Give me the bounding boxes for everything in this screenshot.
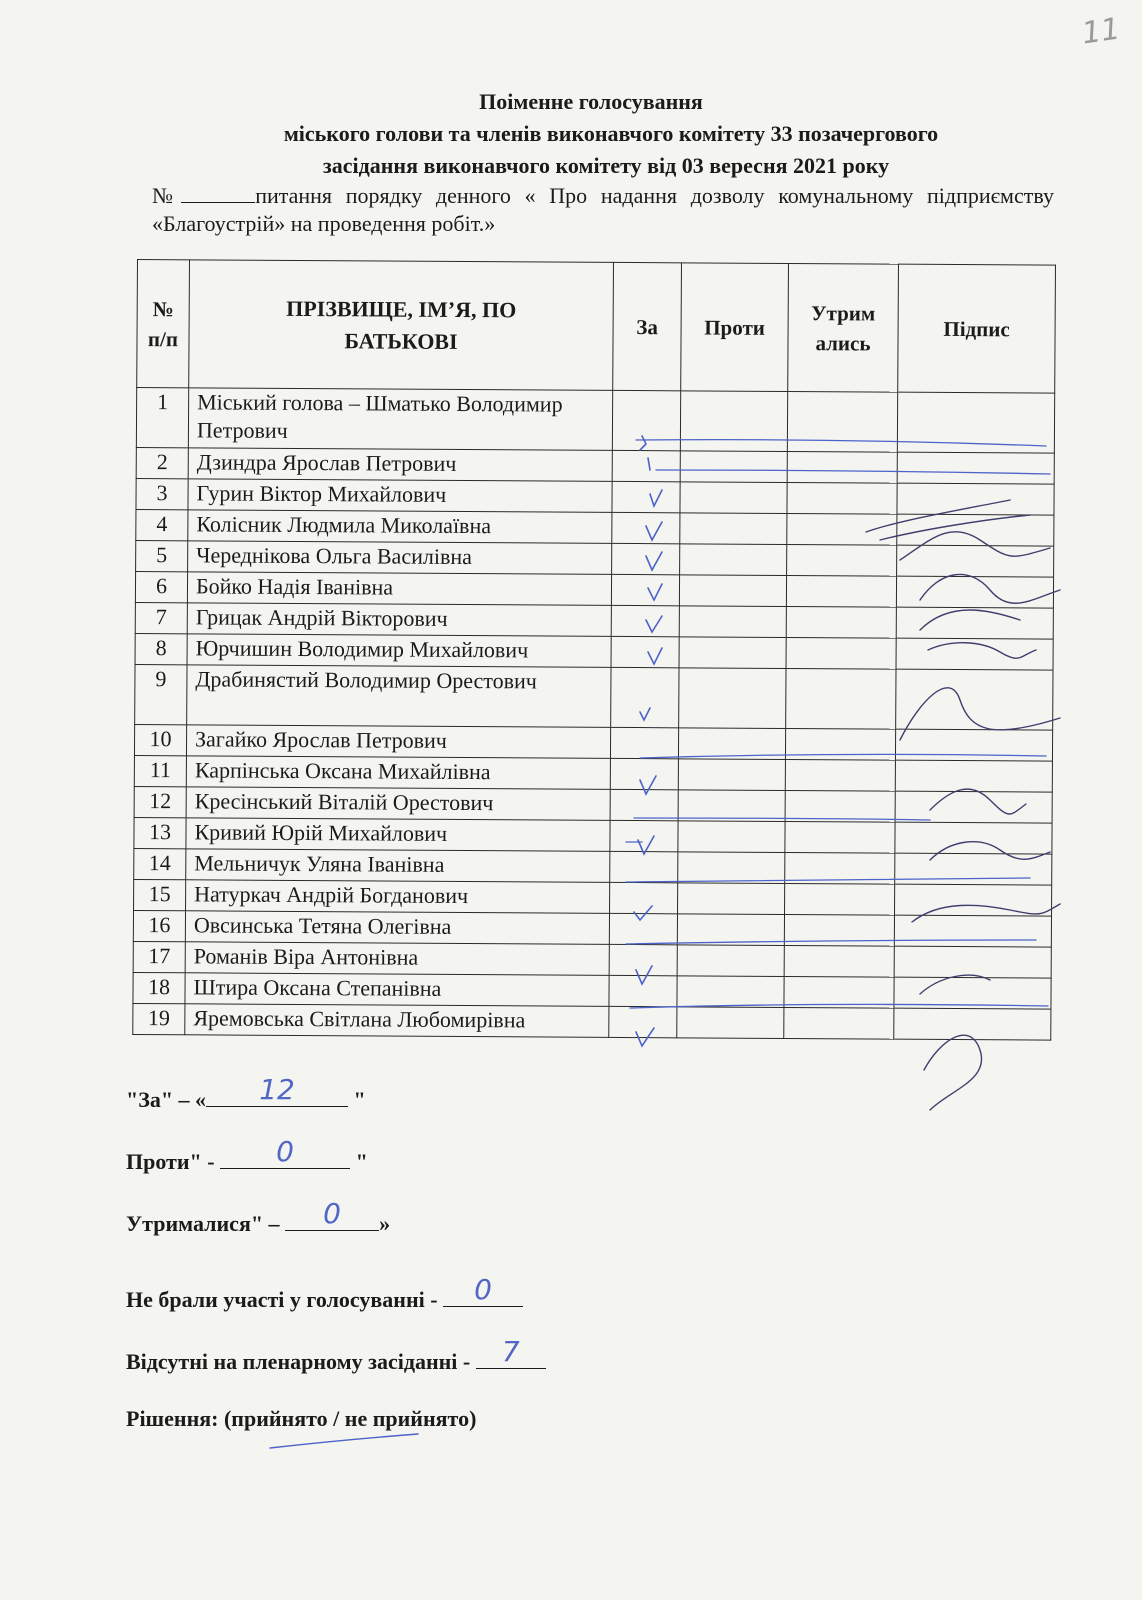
table-row (133, 1003, 1051, 1040)
member-name: Колісник Людмила Миколаївна (188, 510, 612, 544)
for-cell (612, 481, 680, 512)
question-number-sign: № (152, 183, 182, 208)
against-cell (677, 945, 784, 977)
member-name: Кривий Юрій Михайлович (186, 818, 610, 852)
against-cell (678, 728, 785, 760)
abstain-cell (787, 482, 897, 514)
row-number: 16 (133, 910, 185, 941)
signature-cell (895, 822, 1052, 854)
against-cell (678, 759, 785, 791)
against-cell (677, 976, 784, 1008)
for-cell (612, 390, 680, 450)
row-number: 9 (135, 664, 187, 724)
header-for: За (613, 262, 682, 390)
summary-not-voted-value: 0 (474, 1273, 492, 1306)
row-number: 6 (135, 571, 187, 602)
for-cell (609, 944, 677, 975)
header-number: № п/п (137, 260, 190, 388)
member-name: Штира Оксана Степанівна (185, 973, 609, 1007)
heading-line-2: міського голови та членів виконавчого комітету 33 позачергового (283, 121, 939, 146)
header-name: ПРІЗВИЩЕ, ІМ’Я, ПО БАТЬКОВІ (189, 260, 614, 391)
question-text: питання порядку денного « Про надання дозволу комунальному підприємству «Благоустрій» на проведення робіт.» (152, 183, 1054, 236)
for-cell (610, 727, 678, 758)
against-cell (678, 852, 785, 884)
abstain-cell (785, 821, 895, 853)
decision-underline (270, 1434, 418, 1448)
summary-abstain-close: » (379, 1211, 391, 1236)
member-name: Натуркач Андрій Богданович (186, 880, 610, 914)
for-cell (611, 605, 679, 636)
against-cell (680, 544, 787, 576)
for-cell (610, 758, 678, 789)
summary-decision-label: Рішення: (прийнято / не прийнято) (126, 1406, 477, 1431)
against-cell (679, 637, 786, 669)
summary-absent (126, 1335, 546, 1377)
row-number: 5 (136, 540, 188, 571)
abstain-cell (787, 544, 897, 576)
row-number: 19 (133, 1003, 185, 1034)
summary-for-value: 12 (259, 1073, 295, 1106)
abstain-cell (786, 575, 896, 607)
member-name: Дзиндра Ярослав Петрович (188, 448, 612, 482)
against-cell (677, 914, 784, 946)
summary-absent-label: Відсутні на пленарному засіданні - (126, 1349, 476, 1374)
against-cell (677, 1007, 784, 1039)
for-cell (610, 882, 678, 913)
abstain-cell (787, 451, 897, 483)
against-cell (679, 668, 786, 729)
signature-cell (894, 977, 1051, 1009)
signature-cell (897, 545, 1054, 577)
row-number: 2 (136, 447, 188, 478)
signature-cell (895, 729, 1052, 761)
against-cell (679, 606, 786, 638)
against-cell (680, 391, 787, 452)
for-cell (611, 636, 679, 667)
header-abstain: Утрим ались (788, 263, 899, 392)
page-number: 11 (1079, 11, 1123, 52)
against-cell (678, 790, 785, 822)
row-number: 3 (136, 478, 188, 509)
table-row (136, 388, 1054, 454)
row-number: 7 (135, 602, 187, 633)
table-header-row (137, 260, 1056, 394)
signature-cell (896, 638, 1053, 670)
summary-against-close: " (350, 1149, 368, 1174)
for-cell (611, 574, 679, 605)
abstain-cell (786, 668, 896, 729)
signature-cell (894, 1008, 1051, 1040)
for-cell (611, 667, 679, 727)
summary-against (126, 1135, 368, 1177)
for-cell (609, 1006, 677, 1037)
signature-cell (895, 791, 1052, 823)
table-row (135, 664, 1053, 730)
member-name: Загайко Ярослав Петрович (186, 725, 610, 759)
abstain-cell (784, 914, 894, 946)
summary-for-label: "За" – « (126, 1087, 207, 1112)
for-cell (609, 975, 677, 1006)
against-cell (679, 575, 786, 607)
signature-cell (895, 760, 1052, 792)
abstain-cell (784, 945, 894, 977)
row-number: 14 (134, 848, 186, 879)
member-name: Яремовська Світлана Любомирівна (185, 1004, 609, 1038)
member-name: Міський голова – Шматько Володимир Петрович (188, 388, 612, 451)
header-against: Проти (681, 263, 789, 392)
summary-against-label: Проти" - (126, 1149, 221, 1174)
abstain-cell (787, 513, 897, 545)
for-cell (612, 512, 680, 543)
vote-table (132, 259, 1056, 1041)
abstain-cell (787, 391, 897, 452)
abstain-cell (784, 1007, 894, 1039)
row-number: 15 (134, 879, 186, 910)
member-name: Романів Віра Антонівна (185, 942, 609, 976)
against-cell (678, 821, 785, 853)
summary-abstain-value: 0 (323, 1197, 341, 1230)
for-cell (610, 820, 678, 851)
row-number: 10 (134, 724, 186, 755)
member-name: Кресінський Віталій Орестович (186, 787, 610, 821)
member-name: Гурин Віктор Михайлович (188, 479, 612, 513)
abstain-cell (784, 976, 894, 1008)
for-cell (612, 450, 680, 481)
row-number: 17 (133, 941, 185, 972)
member-name: Карпінська Оксана Михайлівна (186, 756, 610, 790)
abstain-cell (785, 852, 895, 884)
row-number: 4 (136, 509, 188, 540)
heading-line-1: Поіменне голосування (479, 89, 703, 114)
row-number: 18 (133, 972, 185, 1003)
row-number: 12 (134, 786, 186, 817)
signature-cell (897, 483, 1054, 515)
heading-line-3: засідання виконавчого комітету від 03 вересня 2021 року (322, 153, 890, 178)
summary-not-voted (126, 1273, 523, 1315)
signature-cell (897, 452, 1054, 484)
row-number: 13 (134, 817, 186, 848)
abstain-cell (786, 637, 896, 669)
abstain-cell (786, 606, 896, 638)
for-cell (612, 543, 680, 574)
member-name: Бойко Надія Іванівна (187, 572, 611, 606)
question-number-blank (181, 183, 255, 203)
summary-decision (126, 1404, 476, 1434)
abstain-cell (785, 883, 895, 915)
summary-abstain-label: Утрималися" – (126, 1211, 286, 1236)
signature-cell (894, 915, 1051, 947)
signature-cell (896, 669, 1053, 730)
member-name: Мельничук Уляна Іванівна (186, 849, 610, 883)
document-heading (0, 86, 1142, 182)
agenda-question (152, 182, 1054, 238)
signature-cell (896, 576, 1053, 608)
row-number: 1 (136, 388, 188, 448)
row-number: 8 (135, 633, 187, 664)
row-number: 11 (134, 755, 186, 786)
summary-for-close: " (348, 1087, 366, 1112)
summary-abstain (126, 1197, 391, 1239)
abstain-cell (785, 728, 895, 760)
signature-cell (896, 607, 1053, 639)
member-name: Юрчишин Володимир Михайлович (187, 634, 611, 668)
summary-against-value: 0 (276, 1135, 294, 1168)
summary-absent-value: 7 (501, 1335, 520, 1368)
for-cell (610, 789, 678, 820)
against-cell (678, 883, 785, 915)
member-name: Грицак Андрій Вікторович (187, 603, 611, 637)
for-cell (609, 913, 677, 944)
summary-for (126, 1073, 366, 1115)
abstain-cell (785, 790, 895, 822)
signature-cell (895, 853, 1052, 885)
member-name: Драбинястий Володимир Орестович (187, 665, 611, 728)
signature-cell (897, 514, 1054, 546)
header-signature: Підпис (898, 264, 1056, 393)
member-name: Овсинська Тетяна Олегівна (185, 911, 609, 945)
signature-cell (897, 392, 1054, 453)
signature-cell (894, 946, 1051, 978)
abstain-cell (785, 759, 895, 791)
member-name: Череднікова Ольга Василівна (188, 541, 612, 575)
against-cell (680, 513, 787, 545)
against-cell (680, 451, 787, 483)
summary-not-voted-label: Не брали участі у голосуванні - (126, 1287, 444, 1312)
for-cell (610, 851, 678, 882)
signature-row-19 (924, 1035, 982, 1110)
signature-cell (895, 884, 1052, 916)
against-cell (680, 482, 787, 514)
